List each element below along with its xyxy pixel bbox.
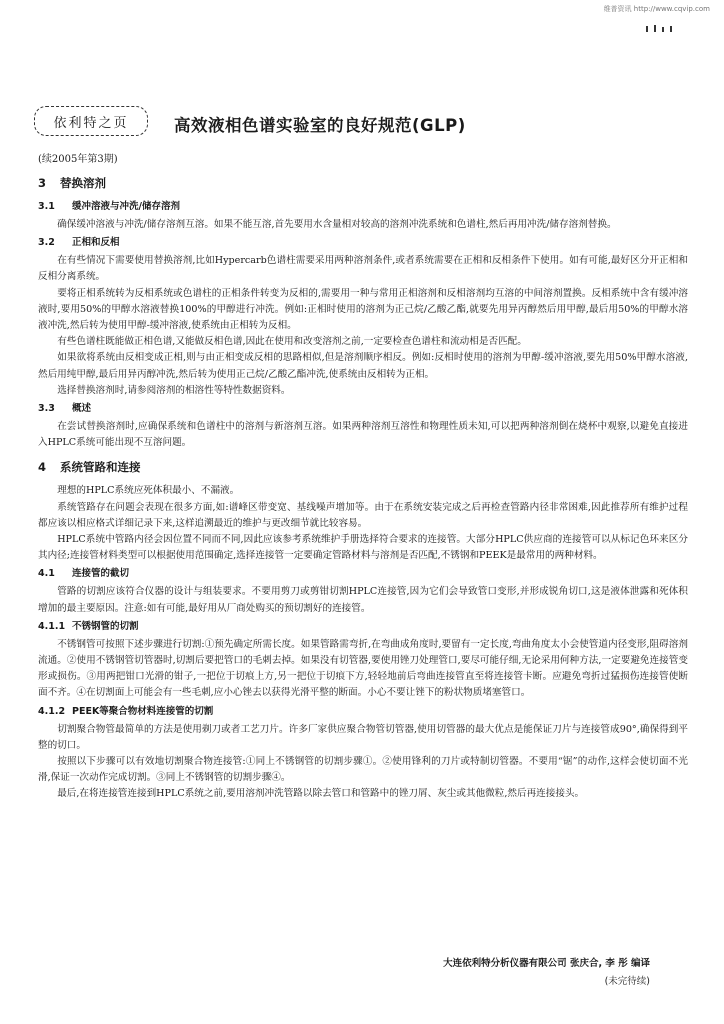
paragraph: 在尝试替换溶剂时,应确保系统和色谱柱中的溶剂与新溶剂互溶。如果两种溶剂互溶性和物理性质未知,可以把两种溶剂倒在烧杯中观察,以避免直接进入HPLC系统可能出现不互溶问题。 [38, 421, 688, 449]
section-title: PEEK等聚合物材料连接管的切割 [72, 705, 214, 717]
paragraph: 理想的HPLC系统应死体积最小、不漏液。 [57, 485, 240, 497]
author-credit: 大连依利特分析仪器有限公司 张庆合, 李 彤 编译 [443, 958, 650, 969]
corner-marks [640, 22, 676, 36]
section-title: 系统管路和连接 [60, 460, 141, 475]
continued-note: (未完待续) [604, 976, 650, 987]
paragraph: 在有些情况下需要使用替换溶剂,比如Hypercarb色谱柱需要采用两种溶剂条件,或者系统需要在正相和反相条件下使用。如有可能,最好区分开正相和反相分离系统。 [38, 255, 688, 283]
author-signoff [443, 955, 650, 991]
paragraph: HPLC系统中管路内径会因位置不同而不同,因此应该参考系统维护手册选择符合要求的连接管。大部分HPLC供应商的连接管可以从标记色环来区分其内径;连接管材料类型可以根据使用范围确定,选择连接管一定要确定管路材料与溶剂是否匹配,不锈钢和PEEK是最常用的两种材料。 [38, 534, 688, 562]
column-title-badge: 依利特之页 [34, 106, 148, 136]
section-4-heading [38, 459, 688, 475]
section-number: 4.1.2 [38, 705, 66, 717]
section-3-2-heading [38, 235, 688, 251]
section-title: 连接管的截切 [72, 568, 130, 580]
section-4-1-1-heading [38, 619, 688, 635]
paragraph: 不锈钢管可按照下述步骤进行切割:①预先确定所需长度。如果管路需弯折,在弯曲成角度时,要留有一定长度,弯曲角度太小会使管道内径变形,阻碍溶剂流通。②使用不锈钢管切管器时,切割后要把管口的毛刺去掉。如果没有切管器,要使用锉刀处理管口,要尽可能仔细,无论采用何种方法,一定要避免连接管变形或损伤。③用两把钳口光滑的钳子,一把位于切痕上方,另一把位于切痕下方,轻轻地前后弯曲连接管直至将连接管卡断。应避免弯折过猛损伤连接管使断面不齐。④在切割面上可能会有一些毛刺,应小心锉去以获得光滑平整的断面。小心不要让锉下的粉状物质堵塞管口。 [38, 638, 688, 699]
series-note: (续2005年第3期) [38, 154, 118, 165]
paragraph: 按照以下步骤可以有效地切割聚合物连接管:①同上不锈钢管的切割步骤①。②使用锋利的刀片或特制切管器。不要用“锯”的动作,这样会使切面不光滑,保证一次动作完成切割。③同上不锈钢管的切割步骤④。 [38, 756, 688, 784]
source-watermark: 维普资讯 http://www.cqvip.com [603, 5, 710, 13]
section-3-1-heading [38, 199, 688, 215]
section-3-3-heading [38, 401, 688, 417]
paragraph: 如果欲将系统由反相变成正相,则与由正相变成反相的思路相似,但是溶剂顺序相反。例如:反相时使用的溶剂为甲醇-缓冲溶液,要先用50%甲醇水溶液,然后用纯甲醇,最后用异丙醇冲洗,然后转为使用正己烷/乙酸乙酯冲洗,使系统由反相转为正相。 [38, 352, 688, 380]
section-number: 3.3 [38, 403, 55, 415]
section-title: 替换溶剂 [60, 176, 106, 190]
article-body [38, 150, 688, 803]
section-4-1-heading [38, 566, 688, 582]
paragraph: 要将正相系统转为反相系统或色谱柱的正相条件转变为反相的,需要用一种与常用正相溶剂和反相溶剂均互溶的中间溶剂置换。反相系统中含有缓冲溶液时,要用50%的甲醇水溶液替换100%的甲醇进行冲洗。例如:正相时使用的溶剂为正己烷/乙酸乙酯,就要先用异丙醇然后用甲醇,最后用50%的甲醇水溶液冲洗,然后转为使用甲醇-缓冲溶液,使系统由正相转为反相。 [38, 287, 688, 332]
paragraph: 最后,在将连接管连接到HPLC系统之前,要用溶剂冲洗管路以除去管口和管路中的锉刀屑、灰尘或其他微粒,然后再连接接头。 [57, 788, 585, 800]
section-number: 4.1.1 [38, 620, 66, 632]
paragraph: 确保缓冲溶液与冲洗/储存溶剂互溶。如果不能互溶,首先要用水含量相对较高的溶剂冲洗系统和色谱柱,然后再用冲洗/储存溶剂替换。 [57, 219, 617, 230]
section-4-1-2-heading [38, 704, 688, 720]
section-number: 3 [38, 176, 47, 190]
section-number: 3.2 [38, 237, 55, 249]
paragraph: 选择替换溶剂时,请参阅溶剂的相溶性等特性数据资料。 [57, 384, 291, 396]
section-title: 缓冲溶液与冲洗/储存溶剂 [72, 201, 180, 212]
paragraph: 有些色谱柱既能做正相色谱,又能做反相色谱,因此在使用和改变溶剂之前,一定要检查色谱柱和流动相是否匹配。 [57, 336, 527, 348]
section-number: 4 [38, 460, 47, 475]
section-number: 3.1 [38, 201, 55, 212]
paragraph: 系统管路存在问题会表现在很多方面,如:谱峰区带变宽、基线噪声增加等。由于在系统安装完成之后再检查管路内径非常困难,因此推荐所有维护过程都应该以相应格式详细记录下来,这样追溯最近的维护与更改细节就比较容易。 [38, 501, 688, 529]
section-title: 不锈钢管的切割 [72, 620, 139, 632]
paragraph: 切割聚合物管最简单的方法是使用剃刀或者工艺刀片。许多厂家供应聚合物管切管器,使用切管器的最大优点是能保证刀片与连接管成90°,确保得到平整的切口。 [38, 723, 688, 751]
section-title: 概述 [72, 403, 92, 415]
section-title: 正相和反相 [72, 237, 120, 249]
article-title: 高效液相色谱实验室的良好规范(GLP) [174, 116, 466, 135]
paragraph: 管路的切割应该符合仪器的设计与组装要求。不要用剪刀或剪钳切割HPLC连接管,因为它们会导致管口变形,并形成锐角切口,这是液体泄露和死体积增加的最主要原因。注意:如有可能,最好用从厂商处购买的预切割好的连接管。 [38, 586, 688, 614]
section-3-heading [38, 175, 688, 191]
section-number: 4.1 [38, 568, 55, 580]
